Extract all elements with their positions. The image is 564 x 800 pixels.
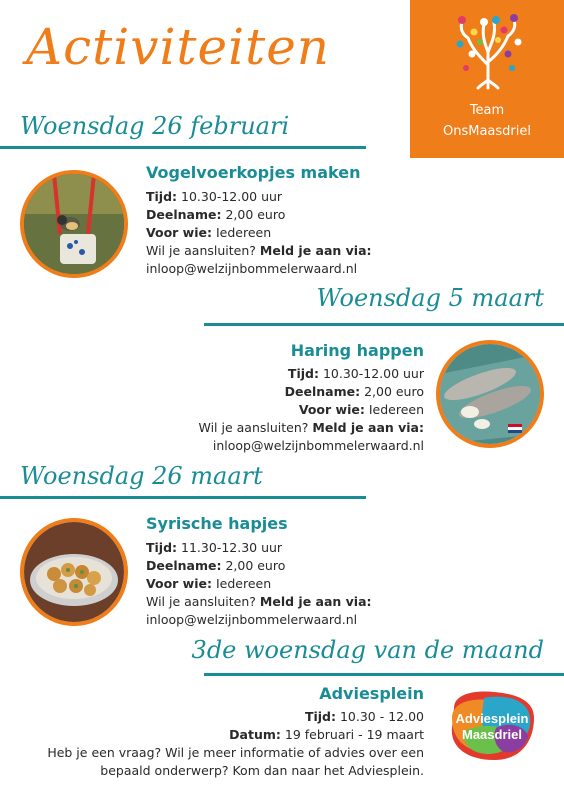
event3-tijd: 11.30-12.30 uur — [181, 540, 283, 555]
event2-deelname-label: Deelname: — [284, 384, 361, 399]
team-line1: Team — [469, 103, 505, 118]
event3-voorwie-label: Voor wie: — [146, 576, 212, 591]
event2-deelname: 2,00 euro — [364, 384, 424, 399]
bird-feeder-photo-icon — [20, 170, 128, 278]
event2-email[interactable]: inloop@welzijnbommelerwaard.nl — [212, 438, 424, 453]
advies-desc-line1: Heb je een vraag? Wil je meer informatie of advies over een — [47, 745, 424, 760]
event3-join-bold: Meld je aan via: — [259, 594, 372, 609]
event1-divider — [0, 146, 366, 149]
team-logo-box — [410, 0, 564, 158]
syrian-pastries-photo-icon — [20, 518, 128, 626]
event1-title: Vogelvoerkopjes maken — [146, 163, 361, 182]
event2-join-text: Wil je aansluiten? — [198, 420, 309, 435]
event1-tijd: 10.30-12.00 uur — [181, 189, 283, 204]
adviesplein-logo-line2: Maasdriel — [462, 727, 522, 742]
event2-title: Haring happen — [290, 341, 424, 360]
event3-deelname-label: Deelname: — [146, 558, 222, 573]
team-name — [410, 100, 564, 142]
event1-voorwie-label: Voor wie: — [146, 225, 212, 240]
event2-divider — [204, 323, 564, 326]
event1-deelname-label: Deelname: — [146, 207, 222, 222]
advies-datum-label: Datum: — [229, 727, 281, 742]
event3-tijd-label: Tijd: — [146, 540, 178, 555]
event2-voorwie: Iedereen — [368, 402, 424, 417]
event1-voorwie: Iedereen — [215, 225, 272, 240]
page-title: Activiteiten — [26, 18, 330, 76]
event1-info — [146, 188, 372, 278]
adviesplein-logo-line1: Adviesplein — [455, 711, 529, 726]
event3-title: Syrische hapjes — [146, 514, 288, 533]
advies-date: 3de woensdag van de maand — [191, 636, 544, 664]
herring-photo-icon — [436, 340, 544, 448]
advies-datum: 19 februari - 19 maart — [284, 727, 424, 742]
advies-description — [47, 744, 424, 780]
event1-deelname: 2,00 euro — [225, 207, 286, 222]
event3-divider — [0, 496, 366, 499]
event3-join-text: Wil je aansluiten? — [146, 594, 256, 609]
event1-join-text: Wil je aansluiten? — [146, 243, 256, 258]
event1-tijd-label: Tijd: — [146, 189, 178, 204]
event1-date: Woensdag 26 februari — [20, 112, 290, 140]
event3-deelname: 2,00 euro — [225, 558, 286, 573]
event3-info — [146, 539, 372, 629]
advies-divider — [204, 673, 564, 676]
event2-info — [198, 365, 424, 455]
event3-voorwie: Iedereen — [215, 576, 272, 591]
event1-email[interactable]: inloop@welzijnbommelerwaard.nl — [146, 261, 358, 276]
advies-tijd-label: Tijd: — [304, 709, 336, 724]
tree-logo-icon — [452, 10, 524, 90]
advies-desc-line2: bepaald onderwerp? Kom dan naar het Adviesplein. — [100, 763, 424, 778]
event2-date: Woensdag 5 maart — [316, 284, 544, 312]
advies-info — [229, 708, 424, 744]
advies-title: Adviesplein — [319, 684, 424, 703]
event3-email[interactable]: inloop@welzijnbommelerwaard.nl — [146, 612, 358, 627]
advies-tijd: 10.30 - 12.00 — [339, 709, 424, 724]
team-line2: OnsMaasdriel — [443, 124, 531, 139]
event2-join-bold: Meld je aan via: — [312, 420, 424, 435]
adviesplein-logo — [444, 688, 540, 764]
event2-tijd-label: Tijd: — [287, 366, 319, 381]
event2-tijd: 10.30-12.00 uur — [322, 366, 424, 381]
adviesplein-logo-icon — [444, 688, 540, 764]
event1-join-bold: Meld je aan via: — [259, 243, 372, 258]
event2-voorwie-label: Voor wie: — [298, 402, 365, 417]
event3-date: Woensdag 26 maart — [20, 462, 263, 490]
